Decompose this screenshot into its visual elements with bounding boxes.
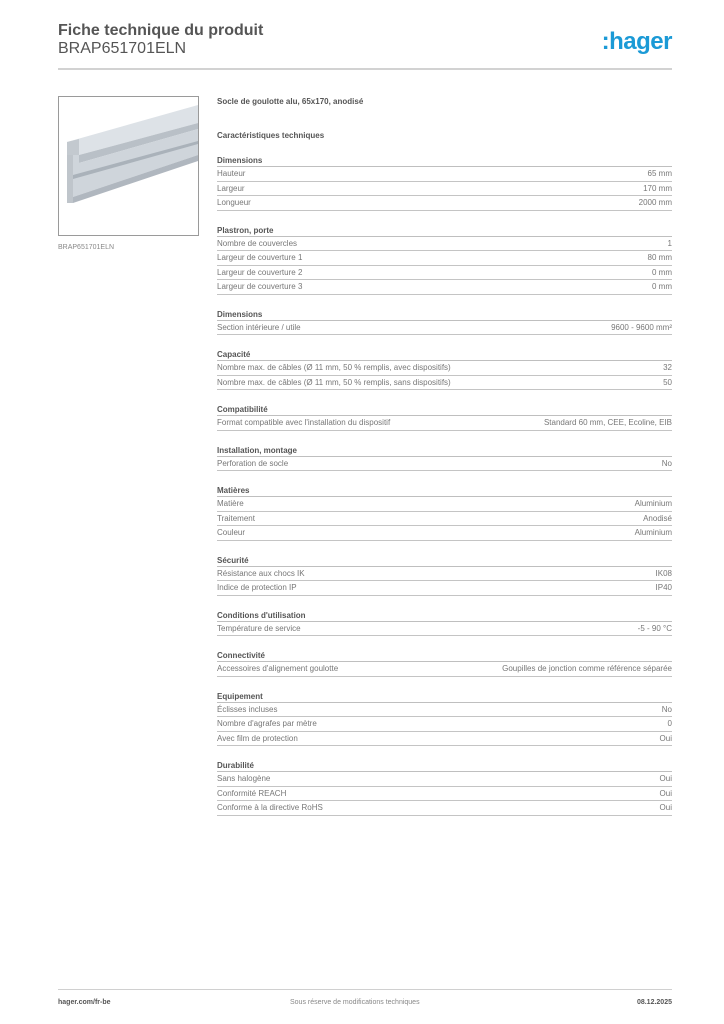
spec-value: 170 mm [643, 183, 672, 193]
spec-value: Standard 60 mm, CEE, Ecoline, EIB [543, 418, 672, 427]
section-title: Connectivité [217, 649, 672, 662]
spec-label: Température de service [217, 623, 301, 633]
hager-logo: :hager [601, 28, 672, 55]
product-description: Socle de goulotte alu, 65x170, anodisé [217, 97, 364, 106]
spec-label: Nombre d'agrafes par mètre [217, 719, 317, 728]
spec-label: Section intérieure / utile [217, 322, 301, 332]
section-title: Compatibilité [217, 403, 672, 416]
spec-section [217, 609, 672, 637]
spec-content [217, 96, 672, 816]
spec-value: Aluminium [634, 528, 672, 537]
spec-value: 1 [667, 238, 672, 248]
spec-value: Oui [659, 774, 672, 783]
spec-value: Aluminium [634, 499, 672, 508]
spec-label: Couleur [217, 528, 246, 537]
product-reference: BRAP651701ELN [58, 40, 187, 57]
spec-row [217, 237, 672, 252]
spec-label: Matière [217, 499, 244, 508]
spec-label: Sans halogène [217, 774, 271, 783]
spec-label: Avec film de protection [217, 733, 298, 743]
spec-row [217, 717, 672, 732]
spec-value: 65 mm [647, 169, 672, 178]
spec-row [217, 662, 672, 677]
spec-section [217, 444, 672, 472]
spec-value: 0 mm [652, 282, 672, 291]
spec-label: Résistance aux chocs IK [217, 568, 305, 578]
spec-value: No [661, 458, 672, 468]
spec-row [217, 196, 672, 211]
spec-value: No [661, 704, 672, 714]
spec-label: Conformité REACH [217, 788, 287, 798]
spec-row [217, 801, 672, 816]
spec-label: Longueur [217, 198, 251, 207]
spec-row [217, 251, 672, 266]
spec-row [217, 321, 672, 336]
spec-value: 0 [667, 719, 672, 728]
spec-label: Hauteur [217, 169, 246, 178]
page-header [58, 22, 672, 58]
footer-date: 08.12.2025 [636, 999, 672, 1006]
spec-row [217, 376, 672, 391]
spec-label: Largeur [217, 183, 245, 193]
spec-label: Largeur de couverture 1 [217, 253, 303, 262]
spec-label: Traitement [217, 513, 255, 523]
spec-value: IP40 [655, 583, 672, 592]
spec-row [217, 497, 672, 512]
section-title: Capacité [217, 348, 672, 361]
section-title: Installation, montage [217, 444, 672, 457]
spec-row [217, 512, 672, 527]
footer-divider [58, 989, 672, 990]
spec-section [217, 759, 672, 816]
spec-value: Oui [659, 803, 672, 812]
spec-value: Goupilles de jonction comme référence séparée [502, 664, 672, 673]
section-title: Dimensions [217, 308, 672, 321]
section-title: Dimensions [217, 154, 672, 167]
spec-label: Nombre de couvercles [217, 238, 298, 248]
spec-value: -5 - 90 °C [637, 623, 672, 633]
spec-value: 9600 - 9600 mm² [611, 322, 672, 332]
spec-row [217, 457, 672, 472]
section-title: Conditions d'utilisation [217, 609, 672, 622]
spec-row [217, 622, 672, 637]
spec-label: Conforme à la directive RoHS [217, 803, 323, 812]
spec-row [217, 266, 672, 281]
spec-section [217, 154, 672, 211]
spec-value: 32 [663, 363, 672, 372]
image-caption: BRAP651701ELN [58, 244, 115, 251]
spec-row [217, 703, 672, 718]
spec-section [217, 484, 672, 541]
spec-label: Perforation de socle [217, 458, 289, 468]
spec-row [217, 732, 672, 747]
spec-section [217, 649, 672, 677]
footer-website[interactable]: hager.com/fr-be [58, 999, 111, 1006]
spec-row [217, 361, 672, 376]
spec-section [217, 308, 672, 336]
spec-label: Nombre max. de câbles (Ø 11 mm, 50 % remplis, avec dispositifs) [217, 363, 451, 372]
header-divider [58, 68, 672, 70]
section-title: Equipement [217, 690, 672, 703]
spec-section [217, 403, 672, 431]
spec-value: IK08 [655, 568, 672, 578]
tech-characteristics-heading: Caractéristiques techniques [217, 131, 325, 140]
spec-section [217, 554, 672, 596]
spec-value: 2000 mm [638, 198, 672, 207]
spec-value: Oui [659, 788, 672, 798]
spec-row [217, 772, 672, 787]
spec-section [217, 224, 672, 295]
cable-trunking-illustration [59, 97, 199, 236]
spec-label: Indice de protection IP [217, 583, 297, 592]
spec-row [217, 280, 672, 295]
document-title: Fiche technique du produit [58, 22, 264, 39]
spec-row [217, 581, 672, 596]
section-title: Plastron, porte [217, 224, 672, 237]
spec-row [217, 416, 672, 431]
footer-disclaimer: Sous réserve de modifications techniques [290, 999, 420, 1006]
spec-sections [217, 154, 672, 816]
spec-row [217, 567, 672, 582]
section-title: Durabilité [217, 759, 672, 772]
spec-label: Éclisses incluses [217, 704, 278, 714]
spec-row [217, 787, 672, 802]
spec-section [217, 348, 672, 390]
spec-label: Accessoires d'alignement goulotte [217, 664, 339, 673]
product-image [58, 96, 199, 236]
spec-value: Anodisé [643, 513, 672, 523]
spec-label: Largeur de couverture 2 [217, 267, 303, 277]
spec-value: 0 mm [652, 267, 672, 277]
spec-row [217, 167, 672, 182]
spec-value: 50 [663, 377, 672, 387]
spec-label: Format compatible avec l'installation du dispositif [217, 418, 391, 427]
section-title: Matières [217, 484, 672, 497]
section-title: Sécurité [217, 554, 672, 567]
spec-row [217, 182, 672, 197]
spec-value: Oui [659, 733, 672, 743]
spec-label: Nombre max. de câbles (Ø 11 mm, 50 % remplis, sans dispositifs) [217, 377, 451, 387]
spec-section [217, 690, 672, 747]
spec-label: Largeur de couverture 3 [217, 282, 303, 291]
spec-value: 80 mm [647, 253, 672, 262]
spec-row [217, 526, 672, 541]
